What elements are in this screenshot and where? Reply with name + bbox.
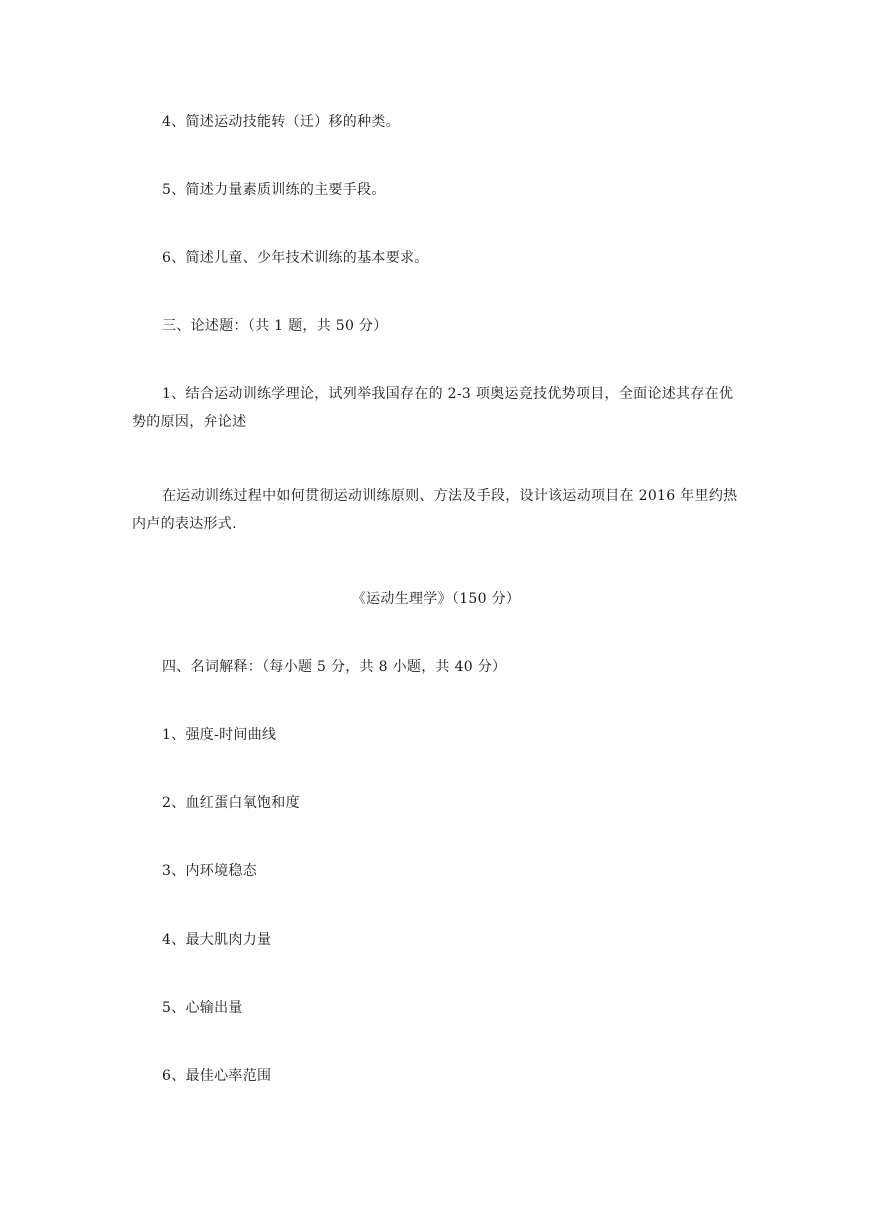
section-heading-essay: 三、论述题：（共 1 题，共 50 分） [162,318,388,334]
term-1: 1、强度-时间曲线 [162,727,277,743]
question-5-strength-training: 5、简述力量素质训练的主要手段。 [162,182,386,198]
question-4-skill-transfer: 4、简述运动技能转（迁）移的种类。 [162,114,401,130]
term-5: 5、心输出量 [162,1000,243,1016]
term-6: 6、最佳心率范围 [162,1068,272,1084]
section-heading-terms: 四、名词解释：（每小题 5 分，共 8 小题，共 40 分） [162,659,507,675]
essay-question-1-continued: 在运动训练过程中如何贯彻运动训练原则、方法及手段，设计该运动项目在 2016 年里约热内卢的表达形式. [132,488,738,532]
term-4: 4、最大肌肉力量 [162,932,272,948]
subject-title-exercise-physiology: 《运动生理学》（150 分） [351,591,521,607]
term-3: 3、内环境稳态 [162,863,258,879]
essay-question-1: 1、结合运动训练学理论，试列举我国存在的 2-3 项奥运竞技优势项目，全面论述其存在优势的原因，弁论述 [132,386,734,430]
term-2: 2、血红蛋白氧饱和度 [162,795,300,811]
question-6-youth-technique: 6、简述儿童、少年技术训练的基本要求。 [162,250,429,266]
